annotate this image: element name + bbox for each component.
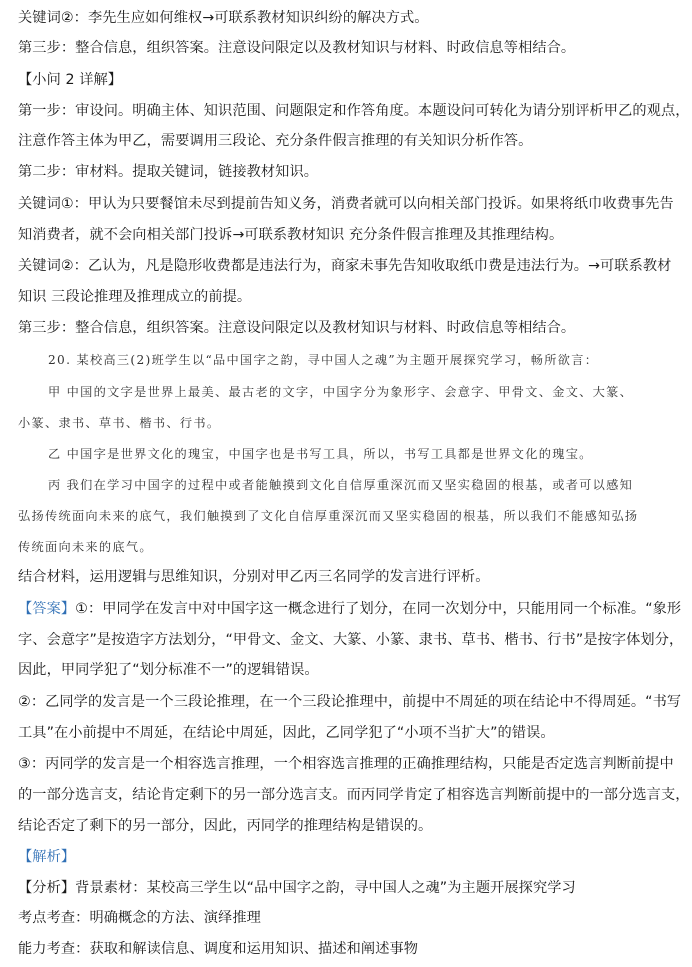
question-line: 乙 中国字是世界文化的瑰宝，中国字也是书写工具，所以，书写工具都是世界文化的瑰宝。 [48,447,593,461]
answer-line: 结论否定了剩下的另一部分，因此，丙同学的推理结构是错误的。 [18,818,433,834]
answer-line: 因此，甲同学犯了“划分标准不一”的逻辑错误。 [18,662,319,678]
answer-line: ③：丙同学的发言是一个相容选言推理，一个相容选言推理的正确推理结构，只能是否定选言判断前提中 [18,756,674,772]
text-line: 知识 三段论推理及推理成立的前提。 [18,289,252,305]
question-stem: 20. 某校高三(2)班学生以“品中国字之韵，寻中国人之魂”为主题开展探究学习，畅所欲言： [48,353,599,367]
analysis-line: 考点考查：明确概念的方法、演绎推理 [18,910,261,926]
answer-line [18,599,682,619]
text-line: 第二步：审材料。提取关键词，链接教材知识。 [18,164,319,180]
text-line: 注意作答主体为甲乙，需要调用三段论、充分条件假言推理的有关知识分析作答。 [18,133,533,149]
text-line: 关键词②：李先生应如何维权→可联系教材知识纠纷的解决方式。 [18,10,429,26]
analysis-line: 【分析】背景素材：某校高三学生以“品中国字之韵，寻中国人之魂”为主题开展探究学习 [18,880,576,896]
answer-text: ①：甲同学在发言中对中国字这一概念进行了划分，在同一次划分中，只能用同一个标准。“象形 [75,601,682,617]
question-line: 小篆、隶书、草书、楷书、行书。 [18,416,221,430]
question-line: 弘扬传统面向未来的底气，我们触摸到了文化自信厚重深沉而又坚实稳固的根基，所以我们不能感知弘扬 [18,509,639,523]
question-line: 丙 我们在学习中国字的过程中或者能触摸到文化自信厚重深沉而又坚实稳固的根基，或者可以感知 [48,478,634,492]
text-line: 第三步：整合信息，组织答案。注意设问限定以及教材知识与材料、时政信息等相结合。 [18,320,576,336]
question-prompt: 结合材料，运用逻辑与思维知识，分别对甲乙丙三名同学的发言进行评析。 [18,569,490,585]
text-line: 第一步：审设问。明确主体、知识范围、问题限定和作答角度。本题设问可转化为请分别评析甲乙的观点， [18,103,690,119]
answer-line: 的一部分选言支，结论肯定剩下的另一部分选言支。而丙同学肯定了相容选言判断前提中的一部分选言支， [18,787,690,803]
section-heading: 【小问 2 详解】 [18,72,123,88]
text-line: 关键词②：乙认为，凡是隐形收费都是违法行为，商家未事先告知收取纸巾费是违法行为。→可联系教材 [18,258,672,274]
text-line: 关键词①：甲认为只要餐馆未尽到提前告知义务，消费者就可以向相关部门投诉。如果将纸巾收费事先告 [18,196,674,212]
question-line: 传统面向未来的底气。 [18,540,153,554]
text-line: 第三步：整合信息，组织答案。注意设问限定以及教材知识与材料、时政信息等相结合。 [18,40,576,56]
answer-line: 工具”在小前提中不周延，在结论中周延，因此，乙同学犯了“小项不当扩大”的错误。 [18,725,555,741]
answer-line: 字、会意字”是按造字方法划分，“甲骨文、金文、大篆、小篆、隶书、草书、楷书、行书”是按字体划分， [18,632,684,648]
analysis-line: 能力考查：获取和解读信息、调度和运用知识、描述和阐述事物 [18,941,419,957]
analysis-label: 【解析】 [18,849,76,865]
answer-line: ②：乙同学的发言是一个三段论推理，在一个三段论推理中，前提中不周延的项在结论中不得周延。“书写 [18,694,682,710]
text-line: 知消费者，就不会向相关部门投诉→可联系教材知识 充分条件假言推理及其推理结构。 [18,227,564,243]
question-line: 甲 中国的文字是世界上最美、最古老的文字，中国字分为象形字、会意字、甲骨文、金文、大篆、 [48,385,634,399]
answer-label: 【答案】 [18,601,76,617]
